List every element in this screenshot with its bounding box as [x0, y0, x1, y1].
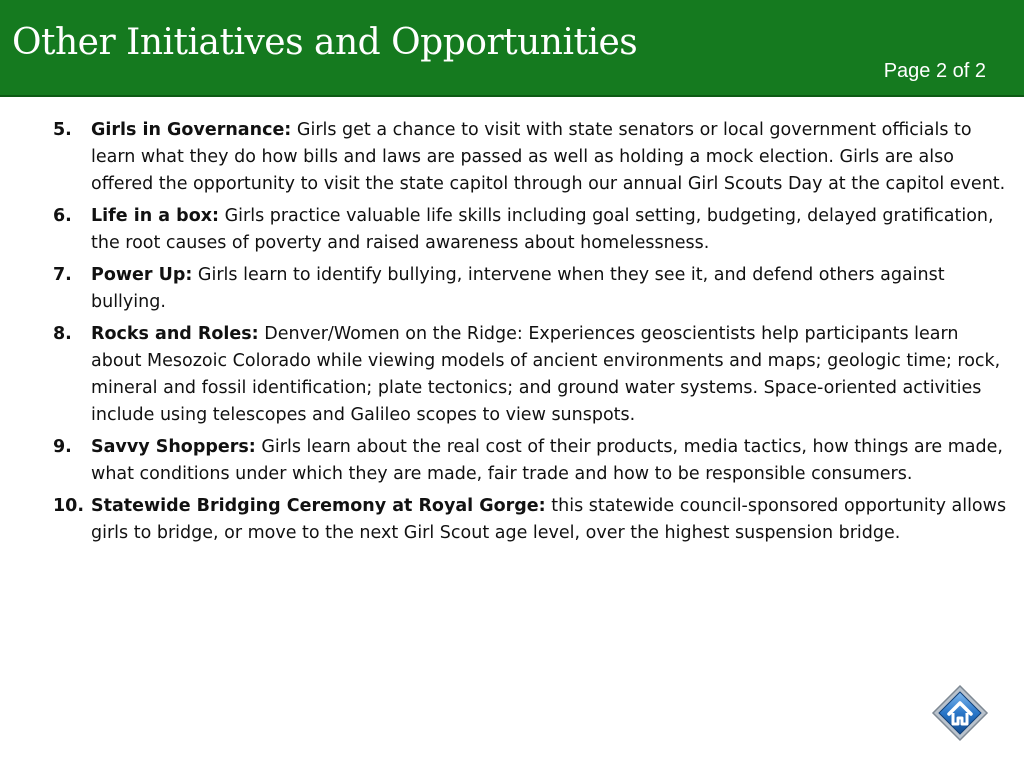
list-item [53, 203, 1013, 257]
item-heading: Girls in Governance: [91, 120, 292, 140]
item-heading: Life in a box: [91, 206, 220, 226]
item-heading: Power Up: [91, 265, 193, 285]
item-heading: Statewide Bridging Ceremony at Royal Gorge: [91, 496, 546, 516]
initiatives-list [53, 117, 1013, 552]
page-number: Page 2 of 2 [883, 60, 986, 82]
list-item [53, 434, 1013, 488]
list-item [53, 493, 1013, 547]
list-item [53, 262, 1013, 316]
home-icon [930, 683, 990, 743]
item-text: this statewide council-sponsored opportunity allows girls to bridge, or move to the next Girl Scout age level, over the highest suspension bridge. [91, 496, 1007, 543]
item-number: 7. [53, 265, 72, 285]
item-heading: Rocks and Roles: [91, 324, 259, 344]
item-number: 10. [53, 496, 85, 516]
item-heading: Savvy Shoppers: [91, 437, 256, 457]
home-button[interactable] [930, 683, 990, 743]
list-item [53, 321, 1013, 429]
item-text: Denver/Women on the Ridge: Experiences geoscientists help participants learn about Mesozoic Colorado while viewing models of ancient environments and maps; geologic time; rock, mineral and fossil identification; plate tectonics; and ground water systems. Space-oriented activities include using telescopes and Galileo scopes to view sunspots. [91, 324, 1001, 425]
item-text: Girls practice valuable life skills including goal setting, budgeting, delayed gratification, the root causes of poverty and raised awareness about homelessness. [91, 206, 994, 253]
page-title: Other Initiatives and Opportunities [12, 22, 638, 63]
item-number: 8. [53, 324, 72, 344]
item-number: 6. [53, 206, 72, 226]
item-number: 5. [53, 120, 72, 140]
header-bar [0, 0, 1024, 97]
item-text: Girls learn to identify bullying, intervene when they see it, and defend others against bullying. [91, 265, 945, 312]
item-text: Girls get a chance to visit with state senators or local government officials to learn what they do how bills and laws are passed as well as holding a mock election. Girls are also offered the opportunity to visit the state capitol through our annual Girl Scouts Day at the capitol event. [91, 120, 1006, 194]
item-number: 9. [53, 437, 72, 457]
list-item [53, 117, 1013, 198]
item-text: Girls learn about the real cost of their products, media tactics, how things are made, what conditions under which they are made, fair trade and how to be responsible consumers. [91, 437, 1003, 484]
